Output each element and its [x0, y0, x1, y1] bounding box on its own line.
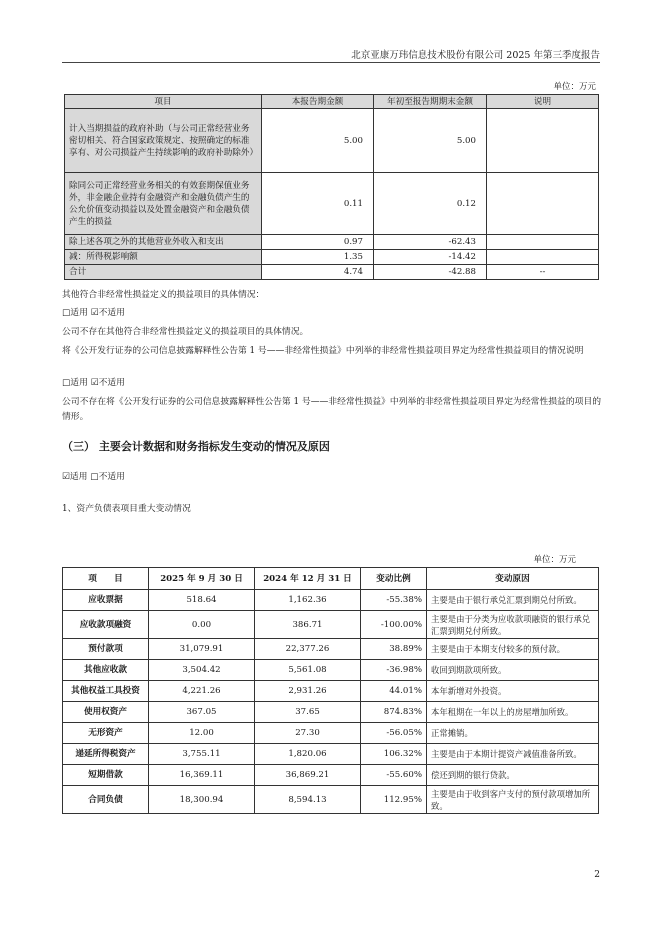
table-row [63, 681, 599, 702]
row-2025-value: 12.00 [149, 723, 255, 744]
section-title: （三） 主要会计数据和财务指标发生变动的情况及原因 [62, 440, 330, 453]
row-reason: 收回到期款项所致。 [427, 660, 599, 681]
row-2024-value: 27.30 [255, 723, 361, 744]
other-items-paragraph: 其他符合非经常性损益定义的损益项目的具体情况： [62, 290, 265, 300]
row-2024-value: 386.71 [255, 611, 361, 639]
row-ytd-value: -14.42 [374, 250, 487, 265]
row-item-label: 其他权益工具投资 [63, 681, 149, 702]
table-row [65, 235, 599, 250]
row-reason: 主要是由于银行承兑汇票到期兑付所致。 [427, 590, 599, 611]
row-2024-value: 36,869.21 [255, 765, 361, 786]
row-item-label: 短期借款 [63, 765, 149, 786]
header-cell-reason: 变动原因 [427, 568, 599, 590]
row-2024-value: 2,931.26 [255, 681, 361, 702]
row-change-ratio: -100.00% [361, 611, 427, 639]
other-items-applicability: □适用 ☑不适用 [62, 308, 125, 318]
row-reason: 主要是由于本期计提资产减值准备所致。 [427, 744, 599, 765]
row-2024-value: 1,162.36 [255, 590, 361, 611]
row-item-label: 递延所得税资产 [63, 744, 149, 765]
row-note [487, 250, 599, 265]
row-current-value: 1.35 [262, 250, 374, 265]
row-current-value: 0.97 [262, 235, 374, 250]
row-ytd-value: -42.88 [374, 265, 487, 280]
row-note [487, 235, 599, 250]
header-cell-item: 项目 [65, 95, 262, 109]
header-cell-2024: 2024 年 12 月 31 日 [255, 568, 361, 590]
row-note [487, 109, 599, 173]
row-item-label: 合计 [65, 265, 262, 280]
header-cell-item: 项 目 [63, 568, 149, 590]
table-row [63, 639, 599, 660]
row-item-label: 使用权资产 [63, 702, 149, 723]
row-2025-value: 31,079.91 [149, 639, 255, 660]
row-current-value: 0.11 [262, 173, 374, 235]
row-reason: 主要是由于分类为应收款项融资的银行承兑汇票到期兑付所致。 [427, 611, 599, 639]
non-recurring-gains-table [64, 94, 599, 280]
row-note [487, 173, 599, 235]
row-reason: 主要是由于本期支付较多的预付款。 [427, 639, 599, 660]
reclassification-statement: 公司不存在将《公开发行证券的公司信息披露解释性公告第 1 号——非经常性损益》中列举的非经常性损益项目界定为经常性损益的项目的情形。 [62, 397, 602, 422]
row-2024-value: 1,820.06 [255, 744, 361, 765]
row-reason: 本年新增对外投资。 [427, 681, 599, 702]
row-2024-value: 22,377.26 [255, 639, 361, 660]
table-row-total [65, 265, 599, 280]
balance-sheet-changes-table [62, 567, 599, 814]
table-row [63, 611, 599, 639]
row-2025-value: 18,300.94 [149, 786, 255, 814]
row-item-label: 减：所得税影响额 [65, 250, 262, 265]
row-reason: 主要是由于收到客户支付的预付款项增加所致。 [427, 786, 599, 814]
subsection-title: 1、资产负债表项目重大变动情况 [62, 504, 191, 514]
table2-unit-label: 单位：万元 [533, 555, 576, 565]
table-row [63, 590, 599, 611]
header-cell-2025: 2025 年 9 月 30 日 [149, 568, 255, 590]
other-items-statement: 公司不存在其他符合非经常性损益定义的损益项目的具体情况。 [62, 327, 309, 337]
row-ytd-value: -62.43 [374, 235, 487, 250]
table-row [65, 109, 599, 173]
row-2024-value: 37.65 [255, 702, 361, 723]
row-item-label: 预付款项 [63, 639, 149, 660]
row-ytd-value: 5.00 [374, 109, 487, 173]
table-row [63, 660, 599, 681]
table-row [65, 250, 599, 265]
row-item-label: 无形资产 [63, 723, 149, 744]
table1-unit-label: 单位：万元 [553, 82, 596, 92]
row-item-label: 合同负债 [63, 786, 149, 814]
row-2025-value: 4,221.26 [149, 681, 255, 702]
row-note: -- [487, 265, 599, 280]
table-header-row [63, 568, 599, 590]
row-current-value: 5.00 [262, 109, 374, 173]
row-reason: 偿还到期的银行贷款。 [427, 765, 599, 786]
section-applicability: ☑适用 □不适用 [62, 472, 125, 482]
row-change-ratio: -55.38% [361, 590, 427, 611]
row-change-ratio: 106.32% [361, 744, 427, 765]
table-row [63, 723, 599, 744]
table-row [65, 173, 599, 235]
row-2025-value: 3,755.11 [149, 744, 255, 765]
row-2025-value: 3,504.42 [149, 660, 255, 681]
table-row [63, 702, 599, 723]
row-2024-value: 8,594.13 [255, 786, 361, 814]
row-change-ratio: 874.83% [361, 702, 427, 723]
row-change-ratio: -56.05% [361, 723, 427, 744]
row-reason: 正常摊销。 [427, 723, 599, 744]
row-change-ratio: 112.95% [361, 786, 427, 814]
row-current-value: 4.74 [262, 265, 374, 280]
row-item-label: 除同公司正常经营业务相关的有效套期保值业务外，非金融企业持有金融资产和金融负债产生的公允价值变动损益以及处置金融资产和金融负债产生的损益 [65, 173, 262, 235]
row-item-label: 计入当期损益的政府补助（与公司正常经营业务密切相关、符合国家政策规定、按照确定的标准享有、对公司损益产生持续影响的政府补助除外） [65, 109, 262, 173]
header-divider [62, 62, 600, 63]
table-row [63, 786, 599, 814]
row-change-ratio: 38.89% [361, 639, 427, 660]
table-header-row [65, 95, 599, 109]
row-item-label: 其他应收款 [63, 660, 149, 681]
row-ytd-value: 0.12 [374, 173, 487, 235]
header-cell-note: 说明 [487, 95, 599, 109]
table-row [63, 765, 599, 786]
row-2025-value: 367.05 [149, 702, 255, 723]
reclassification-applicability: □适用 ☑不适用 [62, 378, 125, 388]
row-2024-value: 5,561.08 [255, 660, 361, 681]
row-change-ratio: -36.98% [361, 660, 427, 681]
row-change-ratio: -55.60% [361, 765, 427, 786]
header-cell-current: 本报告期金额 [262, 95, 374, 109]
row-item-label: 应收票据 [63, 590, 149, 611]
row-item-label: 应收款项融资 [63, 611, 149, 639]
report-header-title: 北京亚康万玮信息技术股份有限公司 2025 年第三季度报告 [351, 50, 600, 61]
row-change-ratio: 44.01% [361, 681, 427, 702]
row-2025-value: 518.64 [149, 590, 255, 611]
page-number: 2 [594, 870, 600, 880]
row-2025-value: 16,369.11 [149, 765, 255, 786]
reclassification-paragraph: 将《公开发行证券的公司信息披露解释性公告第 1 号——非经常性损益》中列举的非经常性损益项目界定为经常性损益项目的情况说明 [62, 346, 584, 356]
row-reason: 本年租期在一年以上的房屋增加所致。 [427, 702, 599, 723]
row-2025-value: 0.00 [149, 611, 255, 639]
header-cell-ytd: 年初至报告期期末金额 [374, 95, 487, 109]
row-item-label: 除上述各项之外的其他营业外收入和支出 [65, 235, 262, 250]
table-row [63, 744, 599, 765]
header-cell-change-ratio: 变动比例 [361, 568, 427, 590]
